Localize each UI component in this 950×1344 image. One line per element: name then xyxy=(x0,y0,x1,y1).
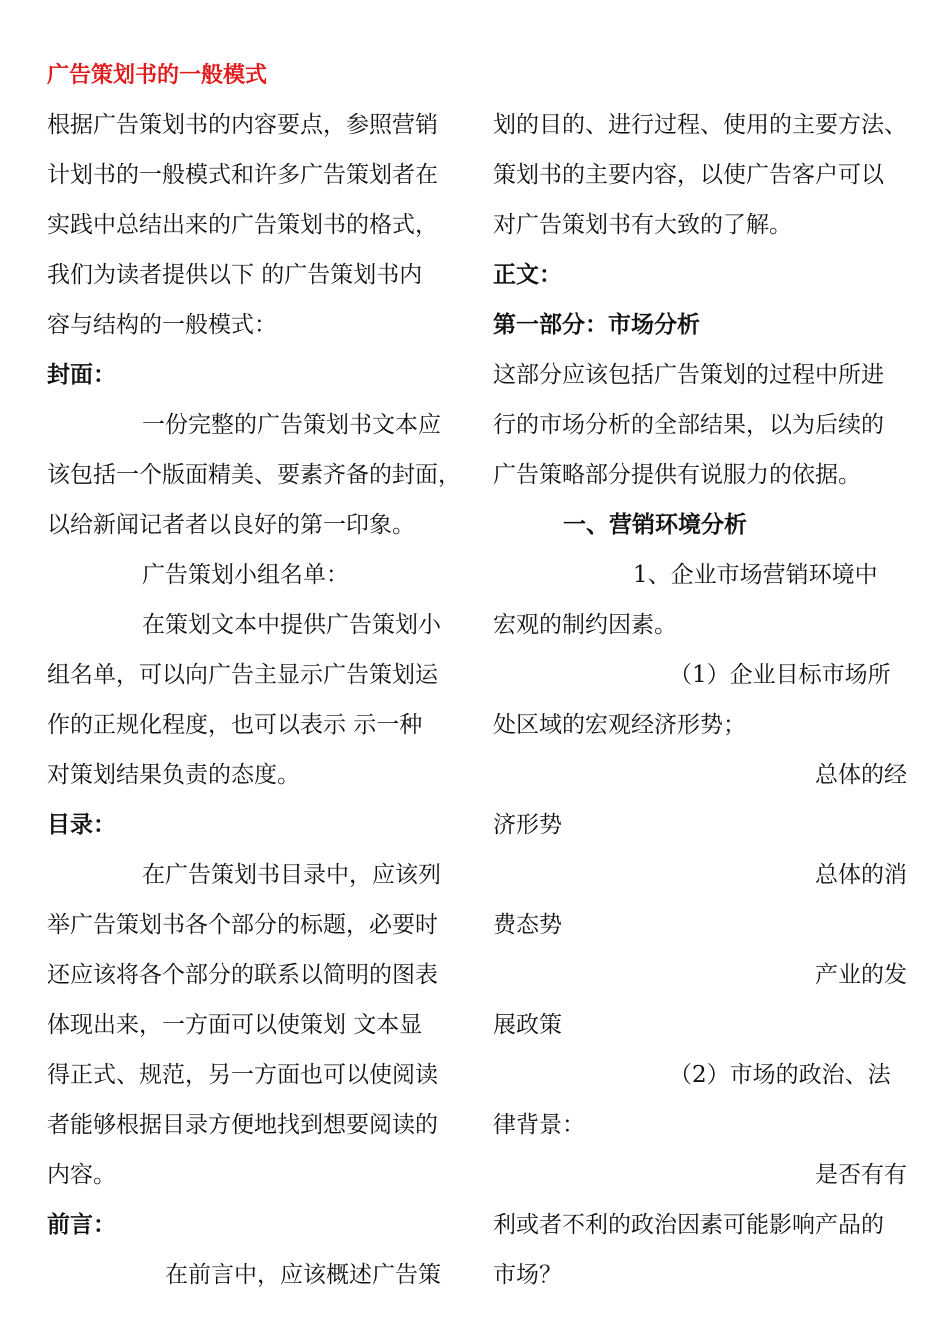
econ-a-line: 济形势 xyxy=(493,812,562,838)
part1-text-line: 行的市场分析的全部结果，以为后续的 xyxy=(493,412,884,438)
politics-line: 是否有有 xyxy=(815,1162,907,1188)
econ-c-line: 产业的发 xyxy=(815,962,907,988)
econ-c-line: 展政策 xyxy=(493,1012,562,1038)
item1-2-line: 律背景： xyxy=(493,1112,585,1138)
document-title: 广告策划书的一般模式 xyxy=(47,63,268,88)
toc-text-line: 者能够根据目录方便地找到想要阅读的 xyxy=(47,1112,438,1138)
toc-text-line: 内容。 xyxy=(47,1162,116,1188)
cover-heading: 封面： xyxy=(47,362,116,388)
econ-b-line: 费态势 xyxy=(493,912,562,938)
item1-line: 宏观的制约因素。 xyxy=(493,612,677,638)
team-text-line: 组名单，可以向广告主显示广告策划运 xyxy=(47,662,438,688)
preface-cont-line: 划的目的、进行过程、使用的主要方法、 xyxy=(493,112,907,138)
left-column xyxy=(47,100,465,1300)
cover-text-line: 以给新闻记者者以良好的第一印象。 xyxy=(47,512,415,538)
politics-line: 利或者不利的政治因素可能影响产品的 xyxy=(493,1212,884,1238)
team-text-line: 作的正规化程度，也可以表示 示一种 xyxy=(47,712,423,738)
toc-text-line: 在广告策划书目录中，应该列 xyxy=(142,862,441,888)
item1-line: 1、企业市场营销环境中 xyxy=(633,562,878,588)
intro-line: 根据广告策划书的内容要点，参照营销 xyxy=(47,112,438,138)
item1-1-line: 处区域的宏观经济形势； xyxy=(493,712,746,738)
intro-line: 容与结构的一般模式： xyxy=(47,312,277,338)
econ-b-line: 总体的消 xyxy=(815,862,907,888)
right-column xyxy=(493,100,907,1300)
econ-a-line: 总体的经 xyxy=(815,762,907,788)
item1-2-line: （2）市场的政治、法 xyxy=(669,1062,891,1088)
body-heading: 正文： xyxy=(493,262,562,288)
team-heading: 广告策划小组名单： xyxy=(142,562,349,588)
intro-line: 我们为读者提供以下 的广告策划书内 xyxy=(47,262,423,288)
toc-text-line: 得正式、规范，另一方面也可以使阅读 xyxy=(47,1062,438,1088)
intro-line: 实践中总结出来的广告策划书的格式， xyxy=(47,212,438,238)
preface-text-line: 在前言中，应该概述广告策 xyxy=(165,1262,441,1288)
team-text-line: 对策划结果负责的态度。 xyxy=(47,762,300,788)
section1-heading: 一、营销环境分析 xyxy=(563,512,747,538)
team-text-line: 在策划文本中提供广告策划小 xyxy=(142,612,441,638)
preface-cont-line: 策划书的主要内容，以使广告客户可以 xyxy=(493,162,884,188)
cover-text-line: 一份完整的广告策划书文本应 xyxy=(142,412,441,438)
intro-line: 计划书的一般模式和许多广告策划者在 xyxy=(47,162,438,188)
item1-1-line: （1）企业目标市场所 xyxy=(669,662,891,688)
preface-cont-line: 对广告策划书有大致的了解。 xyxy=(493,212,792,238)
politics-line: 市场？ xyxy=(493,1262,562,1288)
toc-heading: 目录： xyxy=(47,812,116,838)
part1-text-line: 这部分应该包括广告策划的过程中所进 xyxy=(493,362,884,388)
toc-text-line: 举广告策划书各个部分的标题，必要时 xyxy=(47,912,438,938)
toc-text-line: 还应该将各个部分的联系以简明的图表 xyxy=(47,962,438,988)
part1-text-line: 广告策略部分提供有说服力的依据。 xyxy=(493,462,861,488)
toc-text-line: 体现出来，一方面可以使策划 文本显 xyxy=(47,1012,423,1038)
preface-heading: 前言： xyxy=(47,1212,116,1238)
part1-heading: 第一部分：市场分析 xyxy=(493,312,700,338)
cover-text-line: 该包括一个版面精美、要素齐备的封面， xyxy=(47,462,461,488)
